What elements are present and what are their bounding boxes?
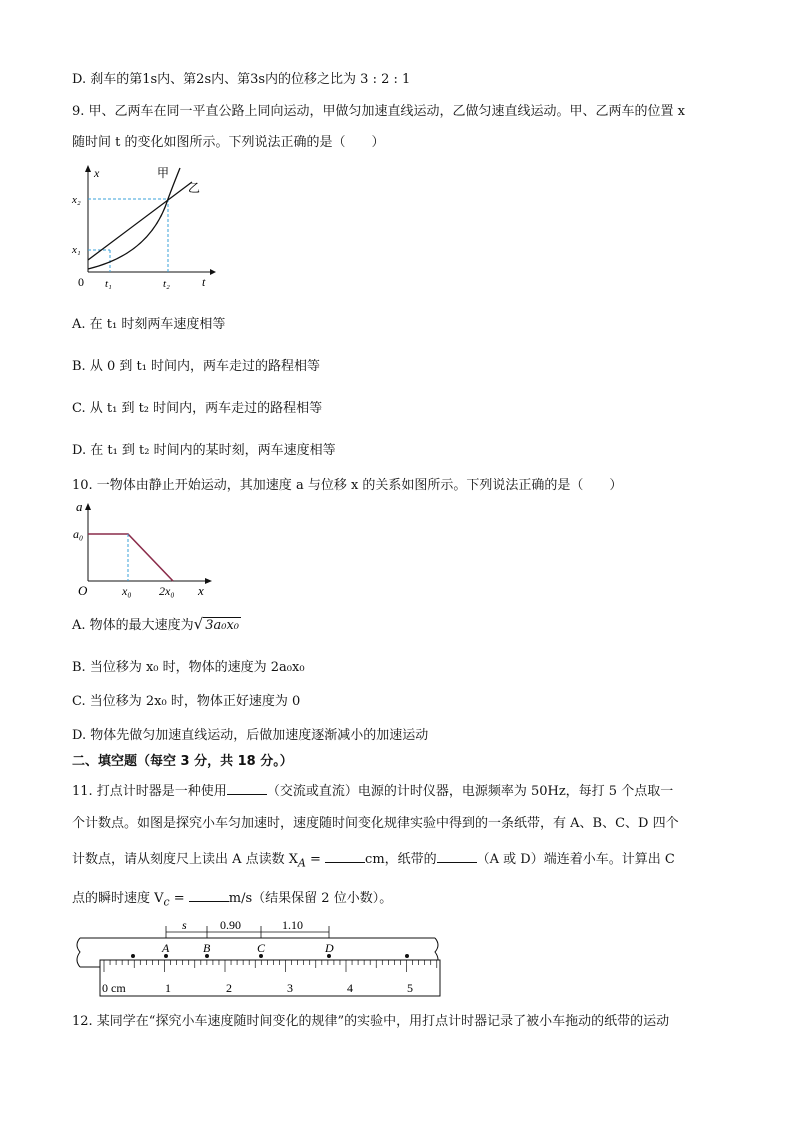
q9-option-d: D. 在 t₁ 到 t₂ 时间内的某时刻，两车速度相等 (72, 443, 336, 458)
q10-option-a-prefix: A. 物体的最大速度为 (72, 618, 194, 633)
q10-graph-line (88, 534, 173, 581)
q9-option-b: B. 从 0 到 t₁ 时间内，两车走过的路程相等 (72, 359, 321, 374)
q11-ruler-3: 3 (287, 981, 293, 995)
q12-line1: 12. 某同学在“探究小车速度随时间变化的规律”的实验中，用打点计时器记录了被小车拖动的纸带的运动 (72, 1014, 670, 1029)
q11-line4-equals: = (169, 891, 185, 906)
q11-line4 (72, 887, 392, 909)
q10-stem: 10. 一物体由静止开始运动，其加速度 a 与位移 x 的关系如图所示。下列说法正确的是（ ） (72, 478, 623, 493)
q10-tick-x0: x₀ (122, 584, 132, 598)
q11-ruler (100, 960, 440, 996)
q11-dim-090: 0.90 (220, 918, 241, 932)
q9-t-axis-arrow (210, 269, 216, 275)
q9-label-yi: 乙 (188, 181, 201, 195)
q10-origin-label: O (78, 583, 88, 598)
q9-stem-line2: 随时间 t 的变化如图所示。下列说法正确的是（ ） (72, 135, 385, 150)
q11-ruler-4: 4 (347, 981, 353, 995)
q11-ruler-5: 5 (407, 981, 413, 995)
q11-line1-text-b: （交流或直流）电源的计时仪器，电源频率为 50Hz，每打 5 个点取一 (266, 784, 674, 799)
q10-tick-2x0: 2x₀ (159, 584, 175, 598)
q11-blank-vc[interactable] (189, 889, 229, 902)
q9-x-axis-label: t (202, 275, 206, 289)
q11-tape-ruler-diagram (70, 914, 450, 1000)
q9-stem-line1: 9. 甲、乙两车在同一平直公路上同向运动，甲做匀加速直线运动，乙做匀速直线运动。甲、乙两车的位置 x (72, 104, 686, 119)
q9-tick-t2: t₂ (163, 278, 170, 290)
q9-x-axis-arrow (85, 165, 91, 172)
q11-line3-text-d: （A 或 D）端连着小车。计算出 C (476, 852, 675, 867)
q10-option-c: C. 当位移为 2x₀ 时，物体正好速度为 0 (72, 694, 301, 709)
q9-curve-jia (88, 168, 180, 269)
q10-a-axis-arrow (85, 503, 91, 510)
q11-point-b: B (203, 941, 211, 955)
q9-origin-label: 0 (78, 275, 84, 289)
q10-tick-a0: a₀ (73, 527, 84, 541)
q11-tape-dot (131, 954, 135, 958)
q11-ruler-0: 0 cm (102, 981, 126, 995)
q11-dim-110: 1.10 (282, 918, 303, 932)
q11-vc-subscript: c (163, 895, 170, 909)
q10-x-axis-label: x (198, 583, 204, 598)
q10-option-d: D. 物体先做匀加速直线运动，后做加速度逐渐减小的加速运动 (72, 728, 429, 743)
q11-line3-text-c: cm，纸带的 (365, 852, 437, 867)
q11-line3-text-a: 计数点，请从刻度尺上读出 A 点读数 X (72, 852, 299, 867)
q9-y-axis-label: x (94, 166, 100, 180)
q11-blank-car-end[interactable] (437, 850, 477, 863)
q11-point-c: C (257, 941, 266, 955)
section2-heading: 二、填空题（每空 3 分，共 18 分。） (72, 754, 293, 769)
q9-tick-x2: x₂ (72, 194, 81, 206)
q9-tick-t1: t₁ (105, 278, 112, 290)
q11-line4-text-a: 点的瞬时速度 V (72, 891, 164, 906)
q10-option-b: B. 当位移为 x₀ 时，物体的速度为 2a₀x₀ (72, 660, 305, 675)
q9-option-a: A. 在 t₁ 时刻两车速度相等 (72, 317, 226, 332)
sqrt-symbol: √ (193, 615, 204, 633)
q11-ruler-2: 2 (226, 981, 232, 995)
q9-label-jia: 甲 (157, 166, 170, 180)
q11-point-a: A (162, 941, 170, 955)
q11-line4-text-c: m/s（结果保留 2 位小数）。 (228, 891, 393, 906)
q9-line-yi (88, 182, 192, 260)
q11-point-d: D (325, 941, 334, 955)
q10-x-axis-arrow (205, 578, 212, 584)
q10-option-a (72, 614, 241, 633)
q11-line1 (72, 780, 673, 799)
q11-line3-equals: = (305, 852, 321, 867)
q9-option-c: C. 从 t₁ 到 t₂ 时间内，两车走过的路程相等 (72, 401, 323, 416)
q11-dim-s: s (182, 918, 187, 932)
q11-line3 (72, 848, 675, 870)
q9-position-time-graph (70, 160, 220, 295)
q11-line2: 个计数点。如图是探究小车匀加速时，速度随时间变化规律实验中得到的一条纸带，有 A、B、C、D 四个 (72, 816, 679, 831)
q11-blank-xa[interactable] (325, 850, 365, 863)
q8-option-d: D. 刹车的第1s内、第2s内、第3s内的位移之比为 3 : 2 : 1 (72, 72, 411, 87)
q9-tick-x1: x₁ (72, 244, 81, 256)
q11-xa-subscript: A (298, 856, 306, 870)
q11-line1-text-a: 11. 打点计时器是一种使用 (72, 784, 227, 799)
q11-ruler-1: 1 (165, 981, 171, 995)
q10-y-axis-label: a (76, 499, 83, 514)
q11-tape-dot (405, 954, 409, 958)
q10-acceleration-displacement-graph (70, 498, 220, 600)
q11-blank-current-type[interactable] (227, 782, 267, 795)
q10-option-a-radicand: 3a₀x₀ (205, 618, 239, 633)
